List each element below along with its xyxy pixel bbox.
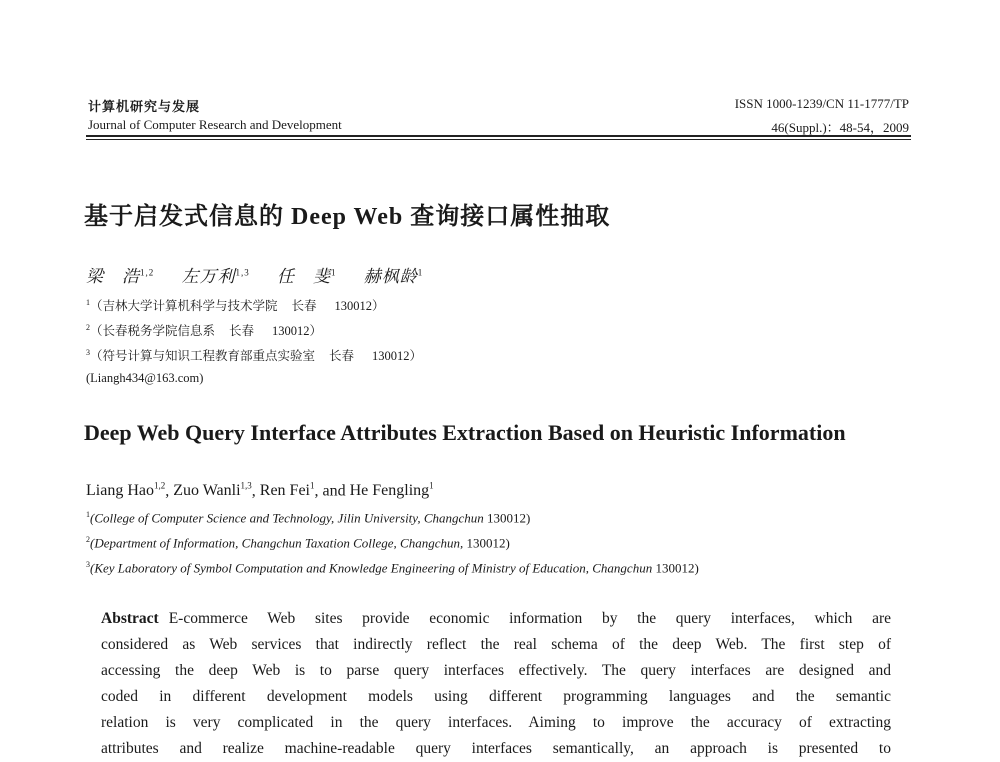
affiliation-en: $^3$(Key Laboratory of Symbol Computation and Knowledge Engineering of Ministry of Education, Changchun 130012)	[86, 560, 699, 576]
author-email: (Liangh434@163.com)	[86, 371, 204, 385]
issn-line: ISSN 1000-1239/CN 11-1777/TP	[734, 96, 909, 111]
abstract-line: considered as Web services that indirectly reflect the real schema of the deep Web. The first step of	[101, 636, 891, 653]
author-en: He Fengling$^1$	[349, 481, 434, 500]
abstract	[101, 606, 891, 762]
affiliation-cn: $^2$（长春税务学院信息系 长春 130012）	[86, 322, 323, 338]
abstract-label: Abstract	[101, 610, 159, 627]
author-en: Liang Hao$^{1,2}$	[86, 481, 166, 500]
issue-line: 46(Suppl.)：48-54，2009	[771, 120, 909, 135]
affiliation-en: $^1$(College of Computer Science and Technology, Jilin University, Changchun 130012)	[86, 510, 531, 526]
journal-title-en: Journal of Computer Research and Development	[88, 117, 342, 132]
author-list-en: Liang Hao$^{1,2}$, Zuo Wanli$^{1,3}$, Ren Fei$^1$, and He Fengling$^1$	[86, 481, 434, 500]
header-rule-thick	[86, 135, 911, 137]
abstract-line: Abstract E-commerce Web sites provide economic information by the query interfaces, which are	[101, 610, 891, 627]
author-en: Zuo Wanli$^{1,3}$	[173, 481, 252, 500]
abstract-line: attributes and realize machine-readable query interfaces semantically, an approach is presented to	[101, 740, 891, 757]
journal-title-cn: 计算机研究与发展	[88, 99, 201, 114]
author-cn: 梁 浩$^{1,2}$	[86, 267, 155, 286]
affiliation-cn: $^3$（符号计算与知识工程教育部重点实验室 长春 130012）	[86, 347, 423, 363]
header-rule-thin	[86, 139, 911, 140]
author-cn: 赫枫龄$^1$	[363, 267, 424, 286]
paper-title-en: Deep Web Query Interface Attributes Extraction Based on Heuristic Information	[84, 420, 846, 445]
author-en: Ren Fei$^1$	[259, 481, 315, 500]
affiliation-en: $^2$(Department of Information, Changchun Taxation College, Changchun, 130012)	[86, 535, 510, 551]
author-list-cn	[86, 262, 445, 287]
author-cn: 左万利$^{1,3}$	[181, 267, 250, 286]
abstract-line: relation is very complicated in the query interfaces. Aiming to improve the accuracy of extracting	[101, 714, 891, 731]
paper-title-cn: 基于启发式信息的 Deep Web 查询接口属性抽取	[84, 204, 611, 230]
abstract-line: coded in different development models using different programming languages and the semantic	[101, 688, 891, 705]
affiliation-cn: $^1$（吉林大学计算机科学与技术学院 长春 130012）	[86, 297, 385, 313]
abstract-line: accessing the deep Web is to parse query interfaces effectively. The query interfaces are designed and	[101, 662, 891, 679]
author-cn: 任 斐$^1$	[277, 267, 337, 286]
